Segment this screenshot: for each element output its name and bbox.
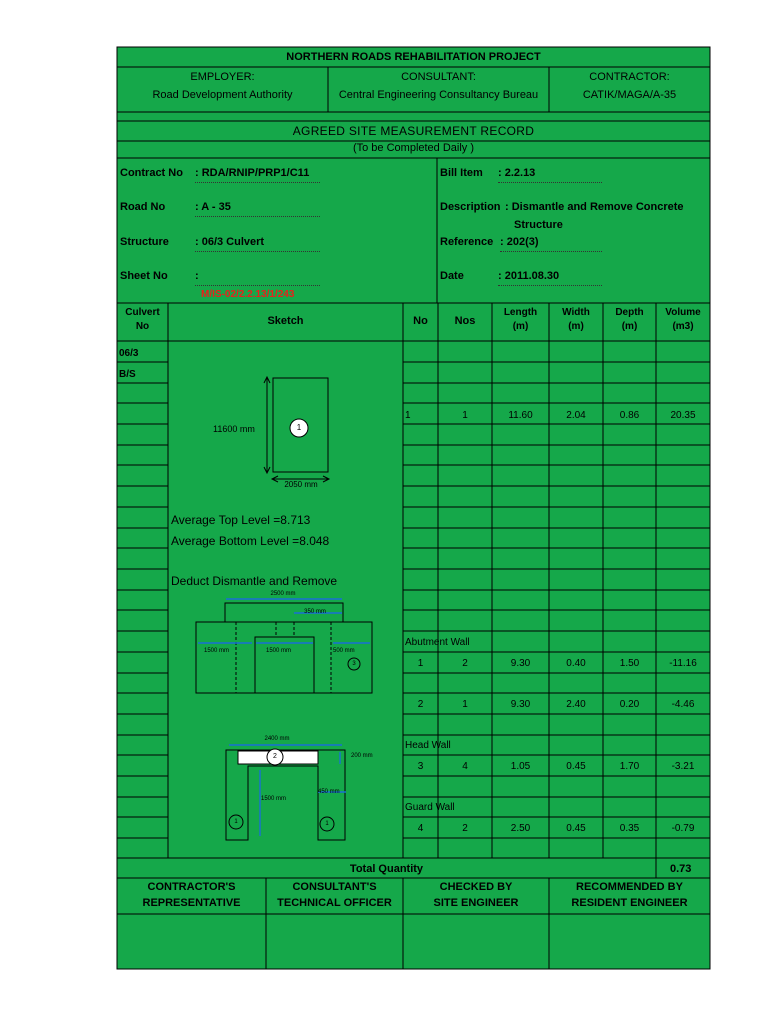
row-volume: -0.79 — [671, 823, 695, 834]
bill-item-value: : 2.2.13 — [498, 168, 602, 183]
section-abutment-wall: Abutment Wall — [405, 637, 470, 648]
project-title: NORTHERN ROADS REHABILITATION PROJECT — [286, 51, 541, 63]
employer-name: Road Development Authority — [152, 89, 293, 101]
signature-consultant-line2: TECHNICAL OFFICER — [277, 897, 392, 909]
section-head-wall: Head Wall — [405, 740, 451, 751]
col-depth: Depth — [615, 307, 644, 318]
row-length: 1.05 — [510, 761, 531, 772]
col-volume-unit: (m3) — [672, 321, 694, 332]
road-label: Road No — [120, 201, 166, 213]
culvert-number: 06/3 — [119, 348, 139, 359]
dim-450: 450 mm — [318, 789, 340, 795]
row-length: 9.30 — [510, 658, 531, 669]
total-quantity-label: Total Quantity — [349, 863, 424, 875]
row-length: 11.60 — [508, 410, 533, 421]
col-nos: Nos — [454, 315, 476, 327]
dim-2500: 2500 mm — [270, 591, 296, 597]
row-width: 0.45 — [566, 823, 586, 834]
row-nos: 1 — [462, 410, 468, 421]
description-value: : Dismantle and Remove Concrete — [505, 201, 684, 213]
culvert-side: B/S — [119, 369, 136, 380]
description-label: Description — [440, 201, 501, 213]
road-value: : A - 35 — [195, 202, 320, 217]
row-width: 2.40 — [566, 699, 586, 710]
sketch-marker-1: 1 — [296, 423, 302, 432]
col-volume: Volume — [665, 307, 701, 318]
row-nos: 1 — [462, 699, 468, 710]
structure-label: Structure — [120, 236, 169, 248]
dim-1500-center: 1500 mm — [266, 648, 292, 654]
row-volume: -11.16 — [669, 658, 697, 669]
row-no: 3 — [417, 761, 424, 772]
contractor-name: CATIK/MAGA/A-35 — [582, 89, 677, 101]
row-width: 2.04 — [566, 410, 586, 421]
dim-200: 200 mm — [351, 753, 373, 759]
col-width: Width — [562, 307, 590, 318]
sketch-marker-guard-right: 1 — [325, 821, 329, 827]
col-sketch: Sketch — [267, 315, 304, 327]
col-culvert: Culvert — [125, 307, 160, 318]
reference-label: Reference — [440, 236, 494, 248]
row-no: 1 — [417, 658, 424, 669]
row-no: 1 — [405, 410, 411, 421]
row-nos: 2 — [462, 823, 468, 834]
row-depth: 1.70 — [619, 761, 640, 772]
structure-value: : 06/3 Culvert — [195, 237, 320, 252]
col-length-unit: (m) — [512, 321, 529, 332]
row-volume: -4.46 — [671, 699, 695, 710]
row-nos: 2 — [462, 658, 468, 669]
total-quantity-value: 0.73 — [670, 863, 692, 875]
sketch-marker-3: 3 — [352, 661, 356, 667]
row-volume: 20.35 — [670, 410, 696, 421]
col-culvert-no: No — [135, 321, 150, 332]
row-no: 4 — [417, 823, 424, 834]
row-depth: 0.35 — [619, 823, 640, 834]
col-width-unit: (m) — [568, 321, 584, 332]
sketch-width-dimension: 2050 mm — [284, 480, 318, 489]
row-width: 0.40 — [566, 658, 586, 669]
dim-1500-left: 1500 mm — [204, 648, 230, 654]
row-nos: 4 — [462, 761, 468, 772]
reference-value: : 202(3) — [500, 237, 602, 252]
signature-recommended-line2: RESIDENT ENGINEER — [571, 897, 688, 909]
dim-1500-height: 1500 mm — [261, 796, 287, 802]
row-depth: 1.50 — [619, 658, 640, 669]
signature-checked-line2: SITE ENGINEER — [433, 897, 519, 909]
row-depth: 0.86 — [619, 410, 640, 421]
row-volume: -3.21 — [671, 761, 695, 772]
sheet-value: : — [195, 271, 320, 286]
signature-recommended-line1: RECOMMENDED BY — [576, 881, 683, 893]
signature-checked-line1: CHECKED BY — [439, 881, 513, 893]
signature-consultant-line1: CONSULTANT'S — [292, 881, 377, 893]
sheet-reference: M/IS-02/2.2.13/1/243 — [201, 289, 295, 300]
consultant-name: Central Engineering Consultancy Bureau — [338, 89, 539, 101]
average-bottom-level: Average Bottom Level =8.048 — [171, 534, 330, 548]
sheet-label: Sheet No — [120, 270, 168, 282]
contractor-label: CONTRACTOR: — [589, 71, 670, 83]
row-no: 2 — [417, 699, 424, 710]
sketch-marker-2: 2 — [273, 753, 277, 760]
dim-2400: 2400 mm — [264, 736, 290, 742]
section-guard-wall: Guard Wall — [405, 802, 455, 813]
deduct-heading: Deduct Dismantle and Remove — [171, 574, 338, 588]
date-value: : 2011.08.30 — [498, 271, 602, 286]
sketch-length-dimension: 11600 mm — [213, 424, 255, 434]
dim-350: 350 mm — [304, 609, 326, 615]
col-depth-unit: (m) — [621, 321, 638, 332]
row-width: 0.45 — [566, 761, 586, 772]
signature-contractor-line1: CONTRACTOR'S — [147, 881, 236, 893]
record-subtitle: (To be Completed Daily ) — [352, 142, 475, 154]
date-label: Date — [440, 270, 464, 282]
dim-500: 500 mm — [333, 648, 355, 654]
contract-label: Contract No — [120, 167, 183, 179]
contract-value: : RDA/RNIP/PRP1/C11 — [195, 168, 320, 183]
col-no: No — [413, 315, 428, 327]
description-value-line2: Structure — [514, 219, 563, 231]
sketch-marker-guard-left: 1 — [234, 819, 238, 825]
consultant-label: CONSULTANT: — [401, 71, 476, 83]
col-length: Length — [503, 307, 538, 318]
record-title: AGREED SITE MEASUREMENT RECORD — [292, 124, 535, 138]
employer-label: EMPLOYER: — [190, 71, 255, 83]
signature-contractor-line2: REPRESENTATIVE — [142, 897, 241, 909]
row-length: 9.30 — [510, 699, 531, 710]
row-depth: 0.20 — [619, 699, 640, 710]
row-length: 2.50 — [510, 823, 531, 834]
bill-item-label: Bill Item — [440, 167, 483, 179]
average-top-level: Average Top Level =8.713 — [171, 513, 311, 527]
